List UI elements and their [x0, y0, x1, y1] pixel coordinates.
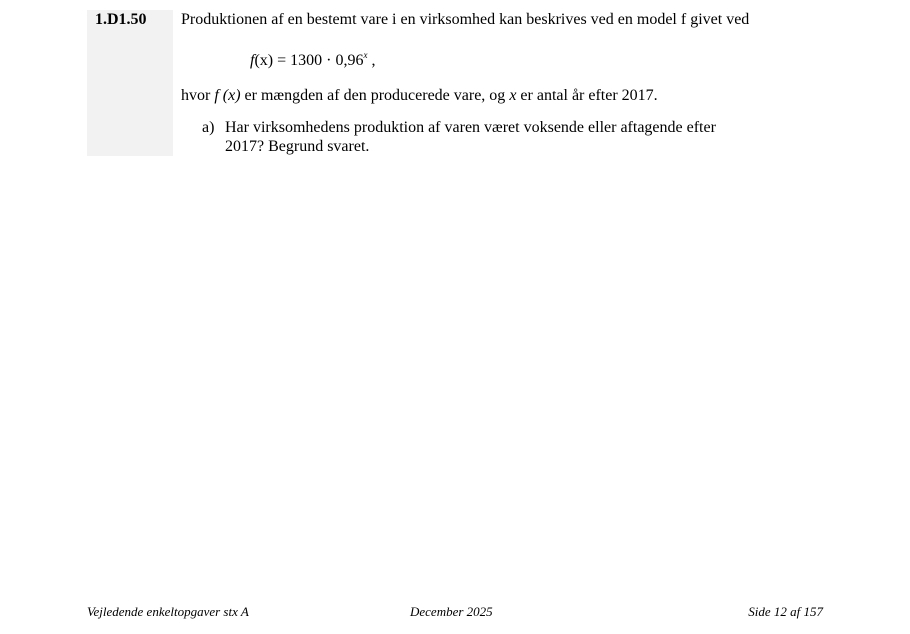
footer-document-title: Vejledende enkeltopgaver stx A	[87, 604, 249, 619]
formula-function: f	[250, 52, 255, 69]
where-variable: x	[509, 87, 517, 104]
task-label-background	[87, 10, 173, 156]
question-text: Har virksomhedens produktion af varen været voksende eller aftagende efter 2017? Begrund svaret.	[225, 119, 716, 155]
formula-rhs: = 1300 · 0,96	[277, 52, 364, 69]
task-intro-text: Produktionen af en bestemt vare i en virksomhed kan beskrives ved en model f givet ved	[181, 11, 750, 28]
question-marker: a)	[202, 119, 215, 136]
where-suffix: er antal år efter 2017.	[520, 87, 658, 104]
where-middle: er mængden af den producerede vare, og	[244, 87, 506, 104]
footer-date: December 2025	[410, 604, 493, 619]
formula-argument: (x)	[254, 52, 274, 69]
formula-trailing: ,	[371, 52, 376, 69]
variable-explanation	[181, 86, 658, 106]
footer-page-number: Side 12 af 157	[748, 604, 823, 619]
formula-exponent: x	[363, 50, 368, 60]
where-expression: f (x)	[214, 87, 241, 104]
task-id: 1.D1.50	[95, 11, 147, 28]
model-formula	[250, 51, 375, 71]
where-prefix: hvor	[181, 87, 211, 104]
